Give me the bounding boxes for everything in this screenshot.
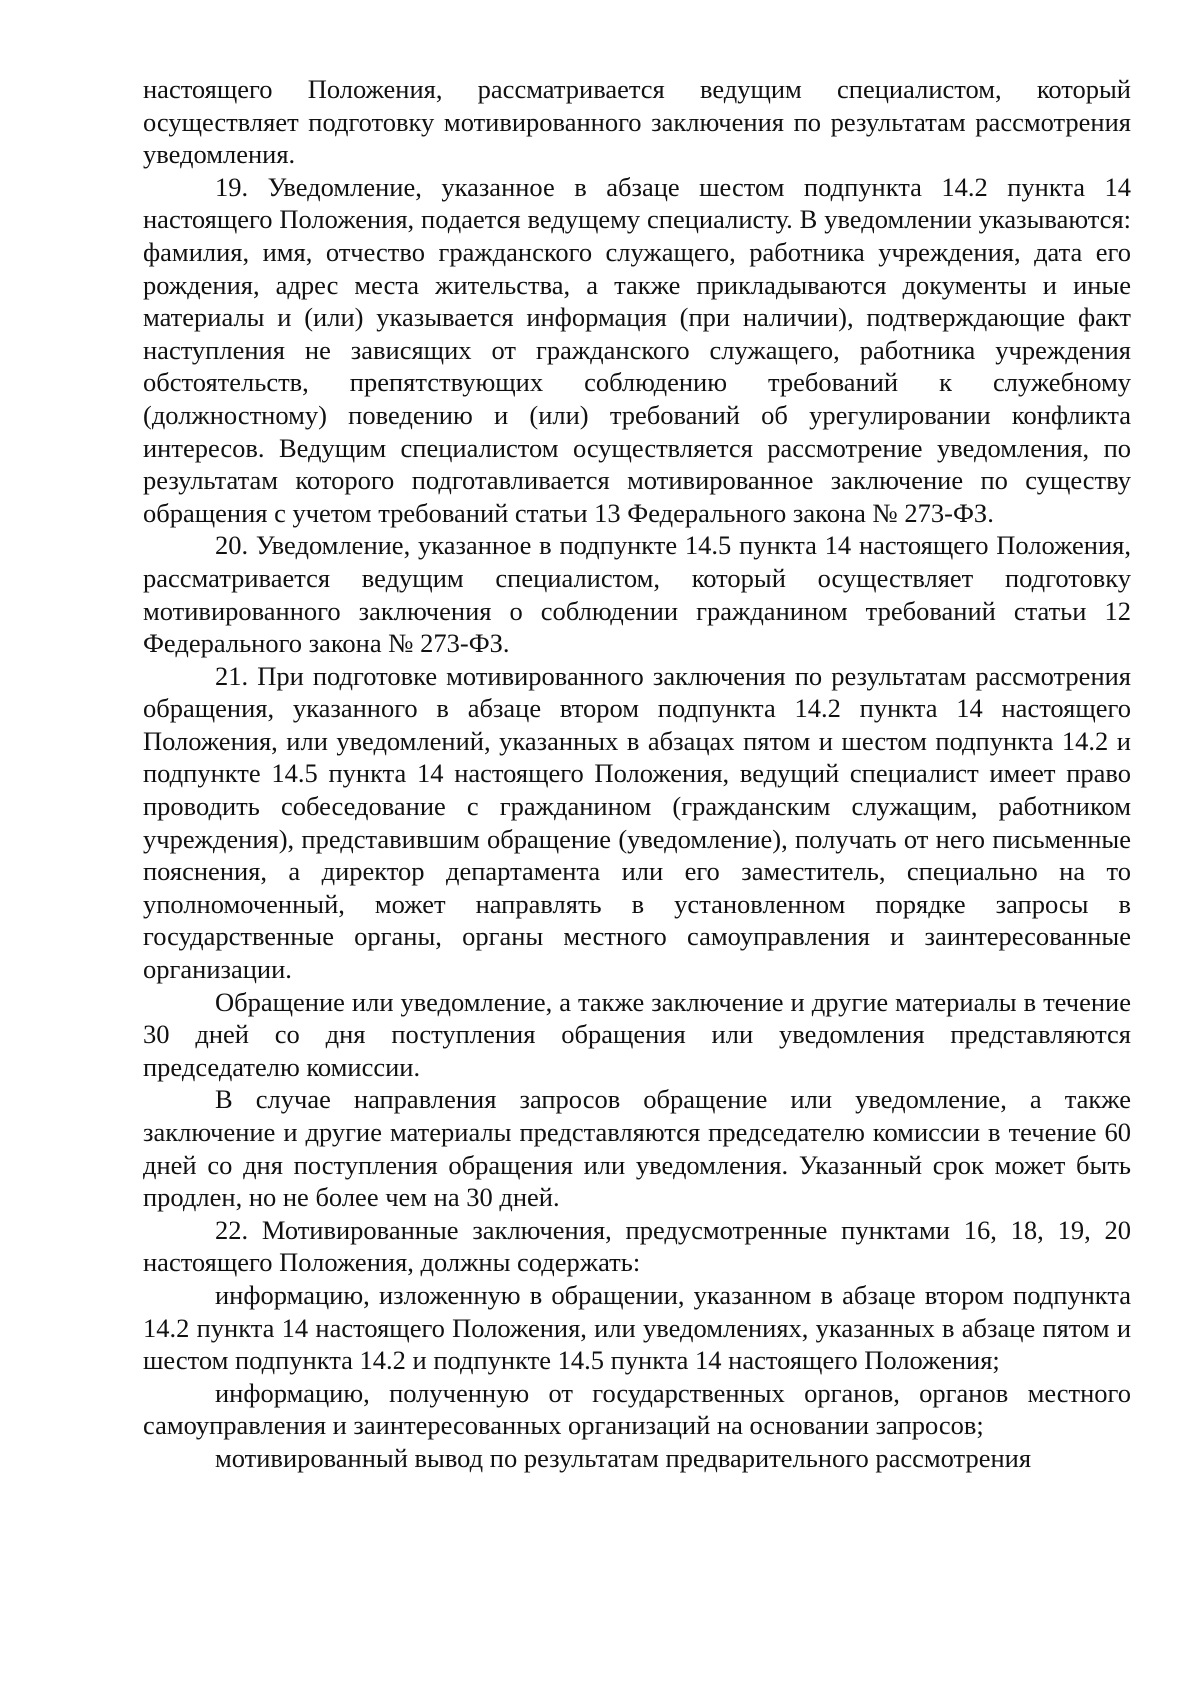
paragraph-20: 20. Уведомление, указанное в подпункте 14.5 пункта 14 настоящего Положения, рассматривается ведущим специалистом, который осуществляет подготовку мотивированного заключения о соблюдении гражданином требований статьи 12 Федерального закона № 273-ФЗ. <box>143 530 1131 659</box>
paragraph-22-item-3: мотивированный вывод по результатам предварительного рассмотрения <box>215 1442 1032 1473</box>
paragraph-21-extension: В случае направления запросов обращение или уведомление, а также заключение и другие материалы представляются председателю комиссии в течение 60 дней со дня поступления обращения или уведомления. Указанный срок может быть продлен, но не более чем на 30 дней. <box>143 1084 1131 1213</box>
paragraph-19: 19. Уведомление, указанное в абзаце шестом подпункта 14.2 пункта 14 настоящего Положения, подается ведущему специалисту. В уведомлении указываются: фамилия, имя, отчество гражданского служащего, работника учреждения, дата его рождения, адрес места жительства, а также прикладываются документы и иные материалы и (или) указывается информация (при наличии), подтверждающие факт наступления не зависящих от гражданского служащего, работника учреждения обстоятельств, препятствующих соблюдению требований к служебному (должностному) поведению и (или) требований об урегулировании конфликта интересов. Ведущим специалистом осуществляется рассмотрение уведомления, по результатам которого подготавливается мотивированное заключение по существу обращения с учетом требований статьи 13 Федерального закона № 273-ФЗ. <box>143 171 1131 528</box>
paragraph-22: 22. Мотивированные заключения, предусмотренные пунктами 16, 18, 19, 20 настоящего Положения, должны содержать: <box>143 1214 1131 1278</box>
paragraph-continuation: настоящего Положения, рассматривается ведущим специалистом, который осуществляет подготовку мотивированного заключения по результатам рассмотрения уведомления. <box>143 74 1131 170</box>
paragraph-22-item-1: информацию, изложенную в обращении, указанном в абзаце втором подпункта 14.2 пункта 14 настоящего Положения, или уведомлениях, указанных в абзаце пятом и шестом подпункта 14.2 и подпункте 14.5 пункта 14 настоящего Положения; <box>143 1279 1131 1376</box>
paragraph-21: 21. При подготовке мотивированного заключения по результатам рассмотрения обращения, указанного в абзаце втором подпункта 14.2 пункта 14 настоящего Положения, или уведомлений, указанных в абзацах пятом и шестом подпункта 14.2 и подпункте 14.5 пункта 14 настоящего Положения, ведущий специалист имеет право проводить собеседование с гражданином (гражданским служащим, работником учреждения), представившим обращение (уведомление), получать от него письменные пояснения, а директор департамента или его заместитель, специально на то уполномоченный, может направлять в установленном порядке запросы в государственные органы, органы местного самоуправления и заинтересованные организации. <box>143 660 1131 985</box>
paragraph-21-deadline: Обращение или уведомление, а также заключение и другие материалы в течение 30 дней со дня поступления обращения или уведомления представляются председателю комиссии. <box>143 986 1131 1082</box>
document-body <box>143 73 1131 1475</box>
paragraph-22-item-2: информацию, полученную от государственных органов, органов местного самоуправления и заинтересованных организаций на основании запросов; <box>143 1377 1131 1441</box>
